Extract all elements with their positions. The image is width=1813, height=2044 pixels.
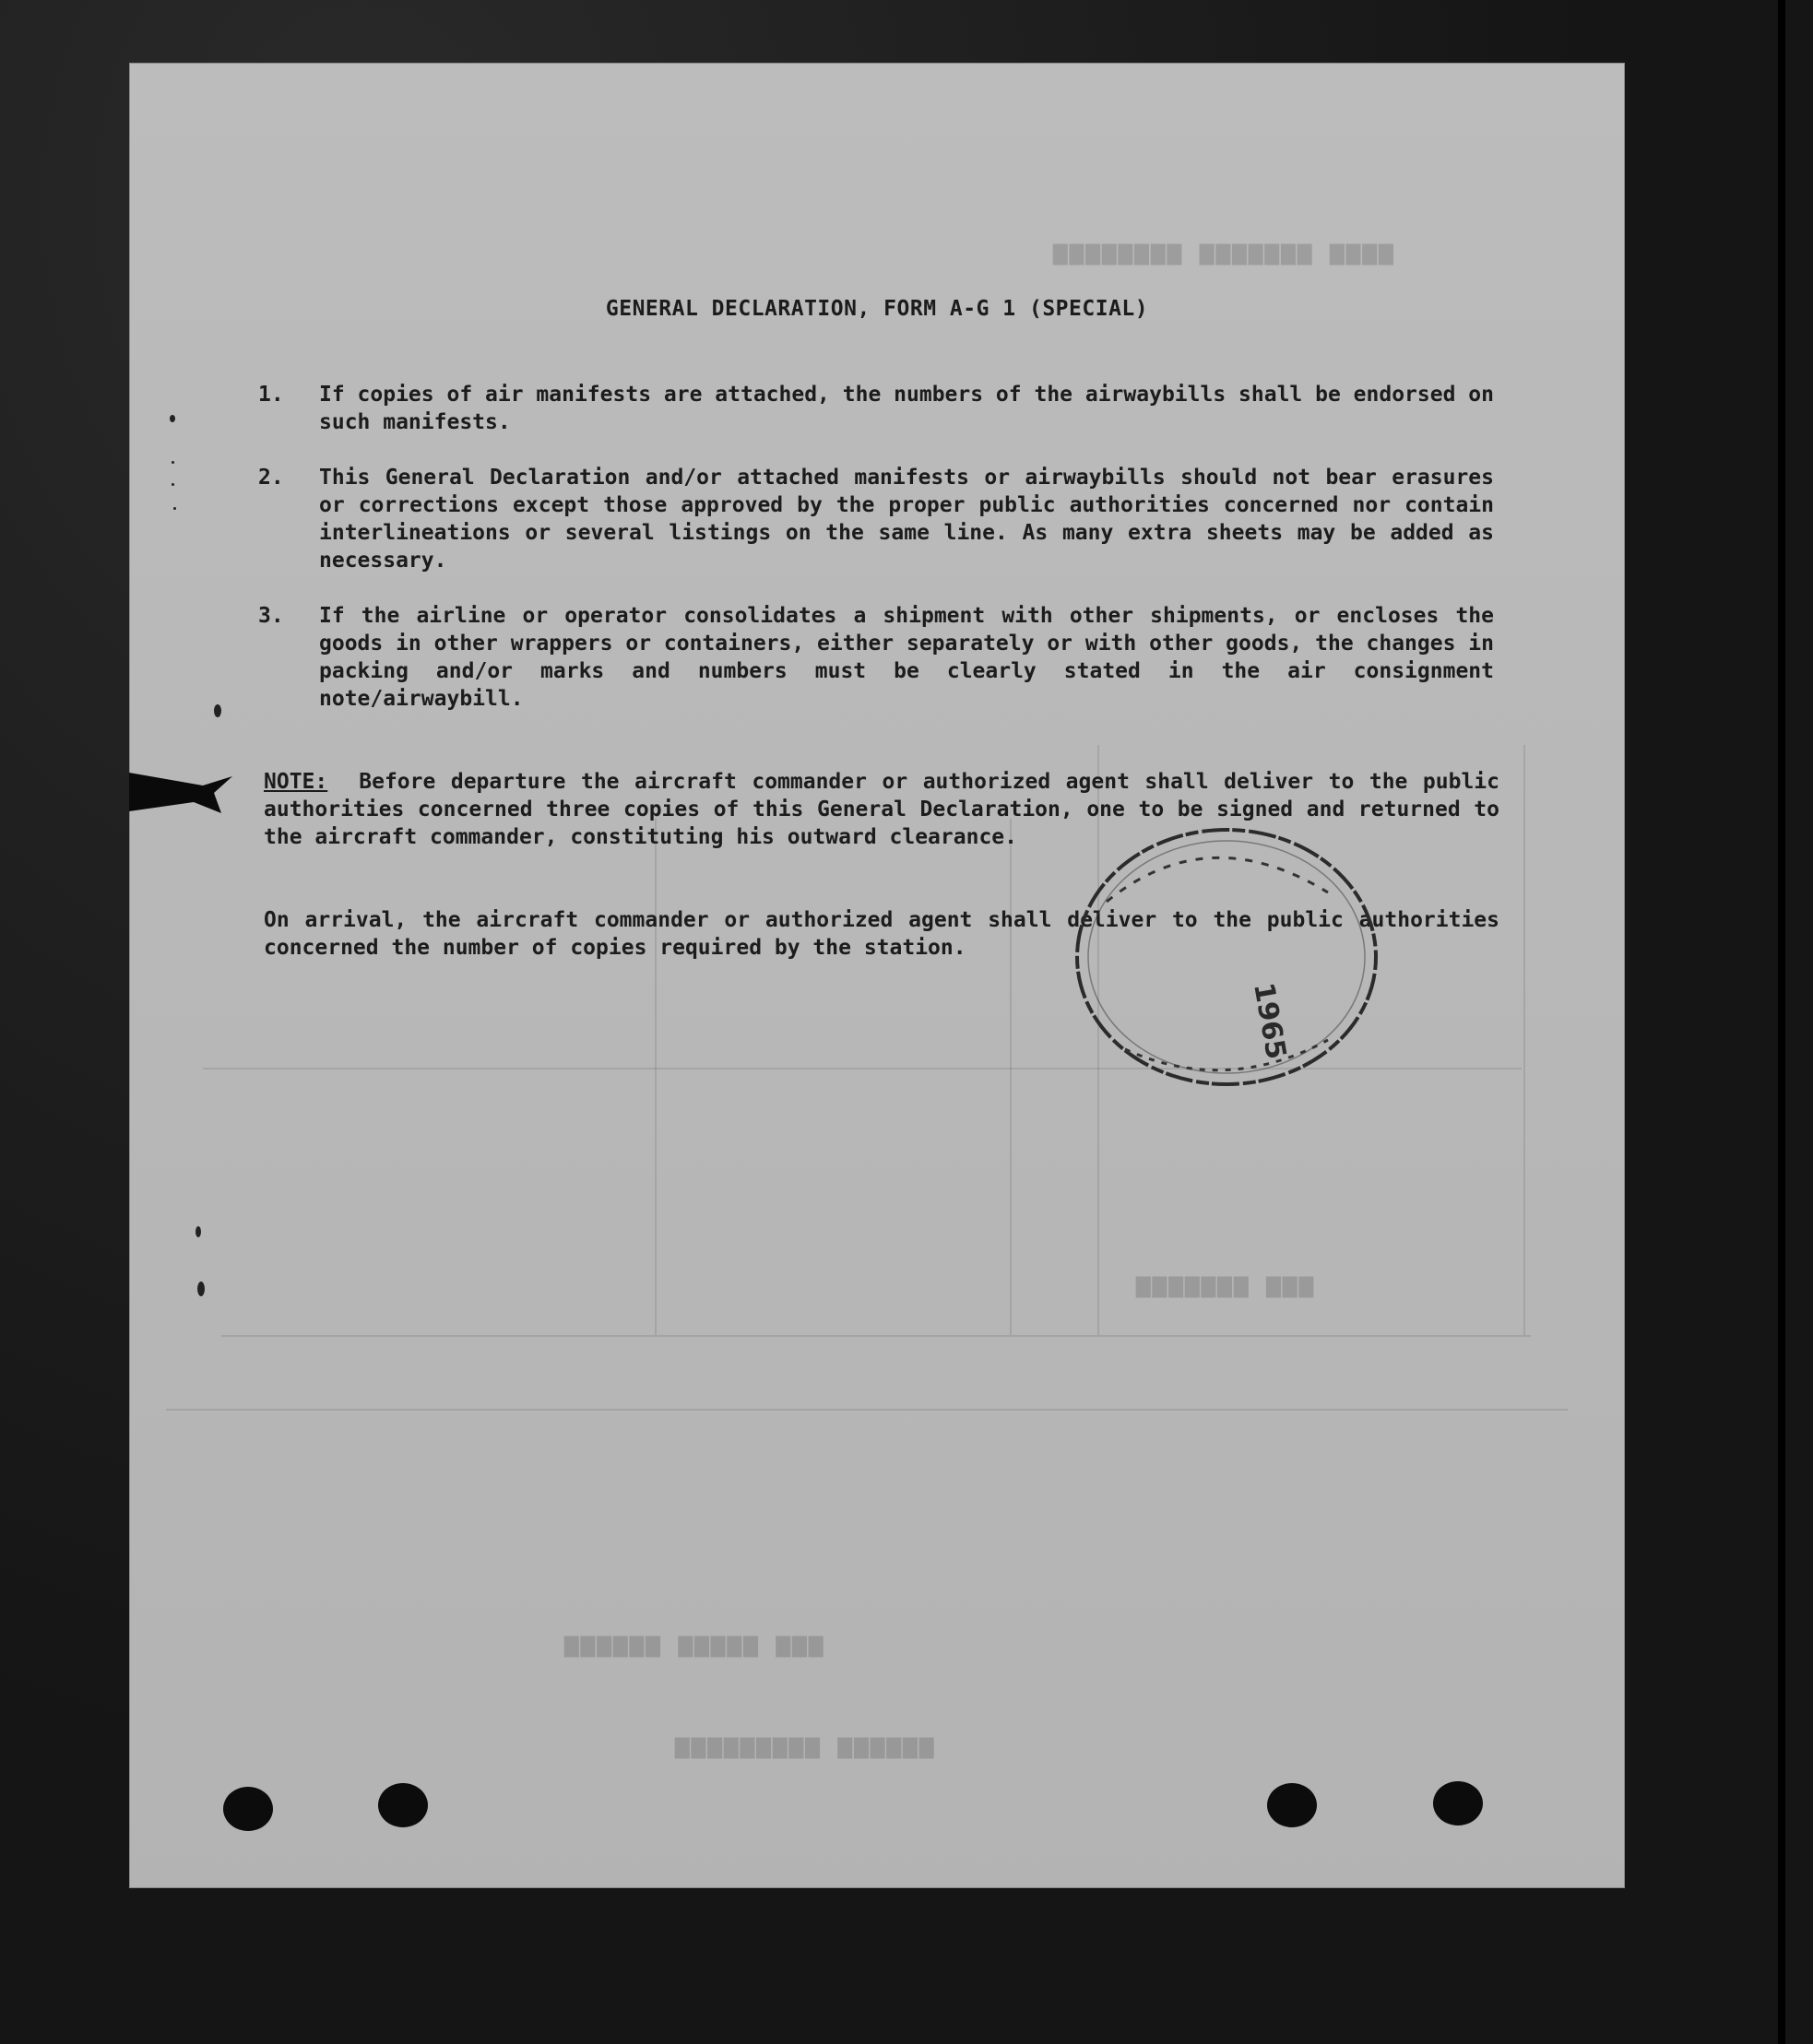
bleed-through-line [221, 1335, 1531, 1337]
punch-hole [223, 1787, 273, 1831]
arrival-paragraph: On arrival, the aircraft commander or authorized agent shall deliver to the public authorities concerned the number of copies required by the station. [264, 908, 1499, 960]
item-text: If the airline or operator consolidates a shipment with other shipments, or encloses the goods in other wrappers or containers, either separately or with other goods, the changes in packing and/or marks and numbers must be clearly stated in the air consignment note/airwaybill. [319, 604, 1494, 711]
item-text: This General Declaration and/or attached manifests or airwaybills should not bear erasures or corrections except those approved by the proper public authorities concerned nor contain interlineations or several listings on the same line. As many extra sheets may be added as necessary. [319, 466, 1494, 573]
bleed-through-text: ▆▆▆▆▆▆ ▆▆▆▆▆▆▆▆▆ [673, 1731, 934, 1759]
margin-speck [196, 1226, 201, 1237]
item-text: If copies of air manifests are attached, the numbers of the airwaybills shall be endorsed on such manifests. [319, 383, 1494, 434]
margin-speck [172, 461, 174, 464]
punch-hole [378, 1783, 428, 1827]
date-stamp [1070, 819, 1383, 1095]
margin-speck [172, 483, 174, 486]
bleed-through-text: ▆▆▆▆ ▆▆▆▆▆▆▆ ▆▆▆▆▆▆▆▆ [1051, 238, 1393, 266]
paper-clip [129, 765, 240, 821]
bleed-through-text: ▆▆▆ ▆▆▆▆▆▆▆ [1134, 1270, 1314, 1298]
margin-speck [197, 1282, 205, 1296]
bleed-through-text: ▆▆▆ ▆▆▆▆▆ ▆▆▆▆▆▆ [563, 1630, 824, 1658]
instruction-item [258, 381, 1494, 436]
margin-speck [214, 704, 221, 717]
item-number: 2. [258, 466, 284, 490]
item-number: 1. [258, 383, 284, 407]
margin-speck [173, 507, 176, 510]
note-label: NOTE: [264, 770, 328, 794]
item-number: 3. [258, 604, 284, 628]
document-page [129, 63, 1625, 1888]
bleed-through-line [166, 1409, 1568, 1411]
instruction-item [258, 464, 1494, 574]
instruction-item [258, 602, 1494, 713]
scan-edge [1778, 0, 1785, 2044]
bleed-through-line [1010, 819, 1012, 1335]
bleed-through-line [1523, 745, 1525, 1335]
document-title: GENERAL DECLARATION, FORM A-G 1 (SPECIAL) [605, 297, 1149, 321]
punch-hole [1433, 1781, 1483, 1825]
margin-speck [170, 415, 175, 422]
bleed-through-line [655, 819, 657, 1335]
stamp-year: 1965 [1247, 980, 1293, 1062]
note-text: Before departure the aircraft commander or authorized agent shall deliver to the public authorities concerned three copies of this General Declaration, one to be signed and returned to the aircraft commander, constituting his outward clearance. [264, 770, 1499, 849]
punch-hole [1267, 1783, 1317, 1827]
